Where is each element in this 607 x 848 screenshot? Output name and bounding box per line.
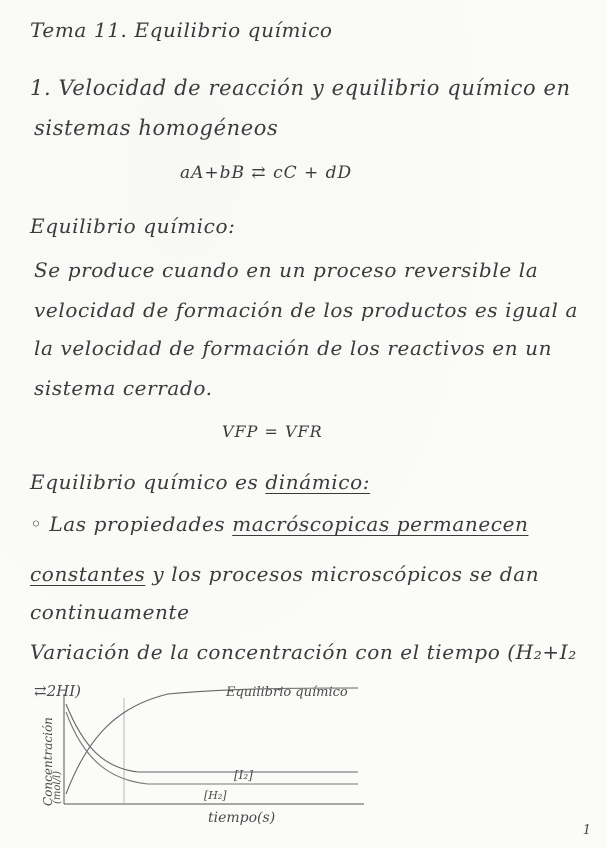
concentration-graph [28,676,388,836]
h2-curve [66,712,358,784]
equilibrium-zone-label: Equilibrio químico [226,685,348,700]
equilibrium-heading: Equilibrio químico: [30,214,236,238]
hi-curve [66,688,358,794]
section-heading-line1: 1. Velocidad de reacción y equilibrio químico en [30,76,571,100]
bullet-line-2 [30,562,539,586]
bullet-line-1 [30,512,528,536]
bullet-underlined-2: constantes [30,562,146,586]
x-axis-label: tiempo(s) [208,810,276,826]
variation-heading: Variación de la concentración con el tiempo (H₂+I₂ [30,640,577,664]
bullet-underlined-1: macróscopicas permanecen [232,512,529,536]
bullet-prefix: ◦ Las propiedades [30,512,233,536]
definition-line-1: Se produce cuando en un proceso reversible la [34,258,539,282]
dynamic-statement [30,470,370,494]
page-number: 1 [582,823,591,838]
dynamic-word: dinámico: [265,470,371,494]
reaction-equation: aA+bB ⇄ cC + dD [180,163,353,183]
series-label-i2: [I₂] [234,768,253,782]
velocity-equation: VFP = VFR [222,422,323,441]
y-axis-label: Concentración [41,717,55,806]
definition-line-3: la velocidad de formación de los reactivos en un [34,336,553,360]
definition-line-4: sistema cerrado. [34,376,213,400]
reaction-continuation-label: ⇄2HI) [34,682,81,700]
bullet-middle: y los procesos microscópicos se dan [145,562,540,586]
definition-line-2: velocidad de formación de los productos es igual a [34,298,579,322]
series-label-h2: [H₂] [204,789,227,802]
page-title: Tema 11. Equilibrio químico [30,18,333,42]
y-axis-unit: (mol/l) [52,770,63,804]
bullet-line-3: continuamente [30,600,190,624]
section-heading-line2: sistemas homogéneos [34,116,279,140]
i2-curve [66,704,358,772]
dynamic-prefix: Equilibrio químico es [30,470,266,494]
